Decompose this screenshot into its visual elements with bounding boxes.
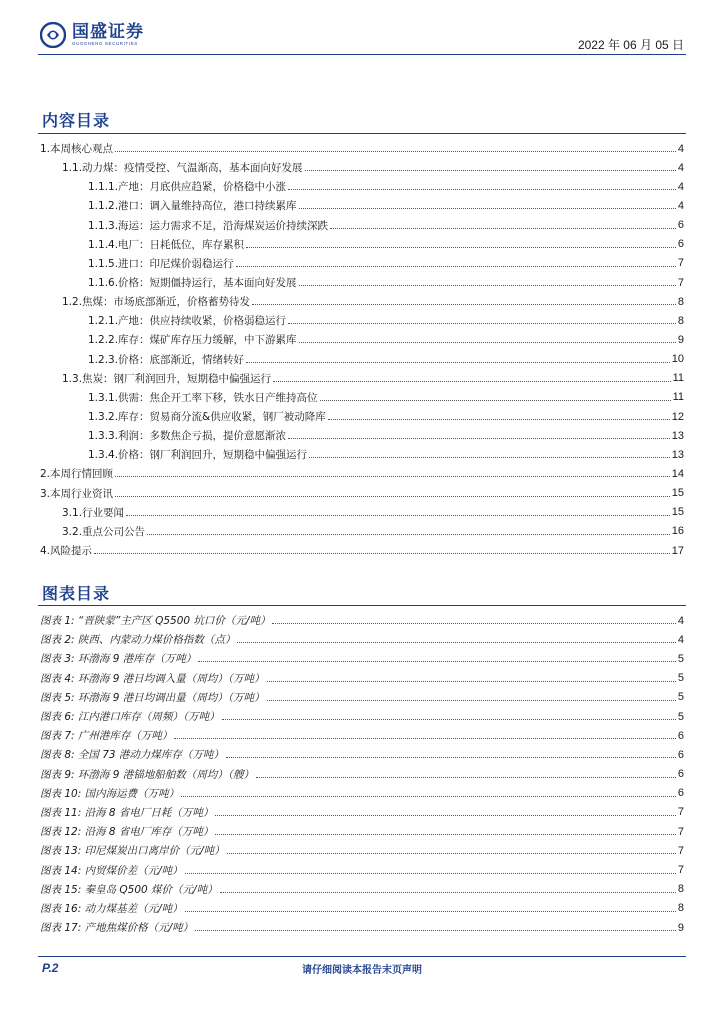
dot-leader (328, 419, 670, 420)
dot-leader (288, 438, 670, 439)
dot-leader (220, 892, 676, 893)
figure-entry-page: 7 (677, 806, 684, 819)
dot-leader (94, 553, 670, 554)
toc-entry[interactable] (40, 541, 684, 560)
figure-entry-label: 图表 12: 沿海 8 省电厂库存（万吨） (40, 826, 214, 839)
figure-entry-label: 图表 6: 江内港口库存（周频）（万吨） (40, 711, 220, 724)
toc-entry[interactable] (40, 216, 684, 235)
figure-entry-page: 7 (677, 864, 684, 877)
toc-entry-page: 8 (677, 295, 684, 308)
figure-entry-label: 图表 1: “晋陕蒙”主产区 Q5500 坑口价（元/吨） (40, 615, 271, 628)
toc-entry-page: 4 (677, 161, 684, 174)
dot-leader (267, 700, 676, 701)
dot-leader (273, 381, 671, 382)
figures-list (40, 611, 684, 937)
figure-entry[interactable] (40, 669, 684, 688)
toc-entry-label: 1.1.2.港口：调入量维持高位，港口持续累库 (88, 200, 297, 213)
figure-entry-label: 图表 2: 陕西、内蒙动力煤价格指数（点） (40, 634, 236, 647)
dot-leader (147, 534, 670, 535)
figure-entry[interactable] (40, 611, 684, 630)
dot-leader (246, 247, 676, 248)
toc-entry[interactable] (40, 196, 684, 215)
figure-entry-page: 5 (677, 710, 684, 723)
dot-leader (181, 796, 676, 797)
dot-leader (320, 400, 671, 401)
dot-leader (215, 815, 675, 816)
dot-leader (246, 362, 670, 363)
figure-entry-label: 图表 3: 环渤海 9 港库存（万吨） (40, 653, 197, 666)
figure-entry[interactable] (40, 726, 684, 745)
toc-entry-page: 7 (677, 276, 684, 289)
figure-entry-page: 8 (677, 883, 684, 896)
figure-entry-label: 图表 7: 广州港库存（万吨） (40, 730, 173, 743)
dot-leader (236, 266, 676, 267)
dot-leader (305, 170, 676, 171)
toc-entry-label: 1.3.2.库存：贸易商分流&供应收紧，钢厂被动降库 (88, 411, 326, 424)
toc-entry-page: 13 (671, 429, 684, 442)
figure-entry[interactable] (40, 841, 684, 860)
figure-entry-label: 图表 14: 内贸煤价差（元/吨） (40, 864, 183, 877)
toc-entry-page: 11 (672, 372, 684, 385)
toc-entry-label: 4.风险提示 (40, 545, 93, 558)
figure-entry-page: 6 (677, 729, 684, 742)
toc-title-divider (38, 133, 686, 134)
toc-title: 内容目录 (42, 111, 111, 130)
toc-entry-label: 1.2.1.产地：供应持续收紧，价格弱稳运行 (88, 315, 287, 328)
page-number: P.2 (42, 961, 59, 975)
figure-entry-page: 7 (677, 844, 684, 857)
figure-entry-page: 4 (677, 614, 684, 627)
dot-leader (227, 853, 676, 854)
toc-entry[interactable] (40, 464, 684, 483)
toc-entry[interactable] (40, 235, 684, 254)
toc-entry-label: 1.本周核心观点 (40, 143, 114, 156)
figure-entry-page: 5 (677, 672, 684, 685)
figure-entry[interactable] (40, 745, 684, 764)
toc-entry[interactable] (40, 503, 684, 522)
figure-entry[interactable] (40, 688, 684, 707)
toc-entry-page: 10 (671, 353, 684, 366)
figure-entry-page: 9 (677, 921, 684, 934)
toc-entry-page: 6 (677, 238, 684, 251)
toc-entry[interactable] (40, 350, 684, 369)
dot-leader (330, 228, 676, 229)
figure-entry[interactable] (40, 860, 684, 879)
toc-entry[interactable] (40, 484, 684, 503)
toc-entry[interactable] (40, 426, 684, 445)
figure-entry[interactable] (40, 880, 684, 899)
toc-entry-label: 3.2.重点公司公告 (62, 525, 146, 538)
figure-entry-label: 图表 9: 环渤海 9 港锚地船舶数（周均）（艘） (40, 768, 254, 781)
dot-leader (252, 304, 676, 305)
toc-entry[interactable] (40, 177, 684, 196)
toc-entry[interactable] (40, 407, 684, 426)
toc-entry-label: 1.1.1.产地：月底供应趋紧，价格稳中小涨 (88, 181, 287, 194)
toc-entry-label: 1.3.3.利润：多数焦企亏损，提价意愿渐浓 (88, 430, 287, 443)
toc-entry-page: 15 (671, 506, 684, 519)
company-name-en: GUOSHENG SECURITIES (72, 41, 138, 46)
figure-entry[interactable] (40, 707, 684, 726)
figure-entry[interactable] (40, 899, 684, 918)
figure-entry-page: 5 (677, 652, 684, 665)
figure-entry-label: 图表 8: 全国 73 港动力煤库存（万吨） (40, 749, 224, 762)
dot-leader (185, 873, 676, 874)
figure-entry[interactable] (40, 765, 684, 784)
toc-entry-page: 15 (671, 487, 684, 500)
toc-entry-label: 1.2.焦煤：市场底部渐近，价格蓄势待发 (62, 296, 251, 309)
dot-leader (256, 777, 676, 778)
toc-entry-label: 1.3.4.价格：钢厂利润回升，短期稳中偏强运行 (88, 449, 308, 462)
toc-entry[interactable] (40, 292, 684, 311)
dot-leader (299, 342, 676, 343)
dot-leader (115, 151, 676, 152)
toc-entry-page: 4 (677, 180, 684, 193)
toc-entry[interactable] (40, 139, 684, 158)
toc-entry-page: 6 (677, 219, 684, 232)
toc-entry[interactable] (40, 445, 684, 464)
toc-entry[interactable] (40, 273, 684, 292)
dot-leader (215, 834, 675, 835)
dot-leader (198, 661, 676, 662)
dot-leader (299, 208, 676, 209)
dot-leader (288, 189, 676, 190)
figure-entry-label: 图表 10: 国内海运费（万吨） (40, 787, 180, 800)
figure-entry-label: 图表 15: 秦皇岛 Q500 煤价（元/吨） (40, 883, 218, 896)
dot-leader (299, 285, 676, 286)
toc-entry-page: 7 (677, 257, 684, 270)
figure-entry-page: 6 (677, 787, 684, 800)
disclaimer-notice: 请仔细阅读本报告末页声明 (302, 965, 422, 976)
figure-entry-label: 图表 13: 印尼煤炭出口离岸价（元/吨） (40, 845, 225, 858)
toc-entry-label: 3.本周行业资讯 (40, 487, 114, 500)
report-date: 2022 年 06 月 05 日 (577, 38, 684, 52)
figure-entry-label: 图表 17: 产地焦煤价格（元/吨） (40, 922, 194, 935)
header-divider (38, 54, 686, 55)
dot-leader (237, 642, 675, 643)
dot-leader (185, 911, 676, 912)
toc-list (40, 139, 684, 560)
dot-leader (288, 323, 676, 324)
toc-entry[interactable] (40, 254, 684, 273)
dot-leader (226, 757, 676, 758)
toc-entry-label: 1.1.4.电厂：日耗低位，库存累积 (88, 238, 245, 251)
figure-entry-label: 图表 16: 动力煤基差（元/吨） (40, 902, 183, 915)
toc-entry[interactable] (40, 522, 684, 541)
figure-entry[interactable] (40, 803, 684, 822)
dot-leader (115, 496, 670, 497)
toc-entry-page: 11 (672, 391, 684, 404)
figure-entry[interactable] (40, 649, 684, 668)
figure-entry[interactable] (40, 918, 684, 937)
dot-leader (267, 681, 676, 682)
toc-entry[interactable] (40, 311, 684, 330)
figure-entry-label: 图表 5: 环渤海 9 港日均调出量（周均）（万吨） (40, 691, 265, 704)
toc-entry-label: 1.1.动力煤：疫情受控、气温渐高，基本面向好发展 (62, 162, 303, 175)
figure-entry[interactable] (40, 784, 684, 803)
dot-leader (115, 476, 670, 477)
dot-leader (309, 457, 670, 458)
figure-entry-page: 8 (677, 902, 684, 915)
toc-entry-label: 1.3.焦炭：钢厂利润回升，短期稳中偏强运行 (62, 372, 272, 385)
toc-entry-label: 1.3.1.供需：焦企开工率下移，铁水日产维持高位 (88, 391, 318, 404)
figure-entry-page: 6 (677, 768, 684, 781)
figure-entry[interactable] (40, 630, 684, 649)
toc-entry-label: 2.本周行情回顾 (40, 468, 114, 481)
toc-entry-page: 12 (671, 410, 684, 423)
figure-entry-page: 7 (677, 825, 684, 838)
toc-entry[interactable] (40, 388, 684, 407)
toc-entry-page: 4 (677, 199, 684, 212)
dot-leader (174, 738, 675, 739)
toc-entry-page: 9 (677, 333, 684, 346)
toc-entry-label: 1.2.3.价格：底部渐近，情绪转好 (88, 353, 245, 366)
figure-entry[interactable] (40, 822, 684, 841)
company-name-cn: 国盛证券 (72, 22, 144, 42)
figure-entry-page: 4 (677, 633, 684, 646)
company-logo-icon (40, 22, 66, 48)
toc-entry-page: 17 (671, 544, 684, 557)
company-logo (40, 22, 144, 48)
toc-entry-page: 8 (677, 314, 684, 327)
footer-divider (38, 956, 686, 957)
toc-entry[interactable] (40, 330, 684, 349)
toc-entry-page: 4 (677, 142, 684, 155)
dot-leader (126, 515, 670, 516)
toc-entry-page: 13 (671, 448, 684, 461)
toc-entry[interactable] (40, 369, 684, 388)
page-header (0, 0, 724, 60)
toc-entry-label: 3.1.行业要闻 (62, 506, 125, 519)
toc-entry-label: 1.1.5.进口：印尼煤价弱稳运行 (88, 257, 234, 270)
toc-entry-label: 1.1.3.海运：运力需求不足，沿海煤炭运价持续深跌 (88, 219, 329, 232)
figure-entry-label: 图表 11: 沿海 8 省电厂日耗（万吨） (40, 806, 214, 819)
figure-entry-label: 图表 4: 环渤海 9 港日均调入量（周均）（万吨） (40, 672, 265, 685)
figures-title-divider (38, 605, 686, 606)
figures-title: 图表目录 (42, 584, 111, 603)
figure-entry-page: 5 (677, 691, 684, 704)
dot-leader (195, 930, 676, 931)
toc-entry-page: 14 (671, 467, 684, 480)
toc-entry-label: 1.1.6.价格：短期僵持运行，基本面向好发展 (88, 277, 297, 290)
dot-leader (222, 719, 676, 720)
toc-entry-label: 1.2.2.库存：煤矿库存压力缓解，中下游累库 (88, 334, 297, 347)
figure-entry-page: 6 (677, 748, 684, 761)
toc-entry[interactable] (40, 158, 684, 177)
toc-entry-page: 16 (671, 525, 684, 538)
dot-leader (272, 623, 675, 624)
